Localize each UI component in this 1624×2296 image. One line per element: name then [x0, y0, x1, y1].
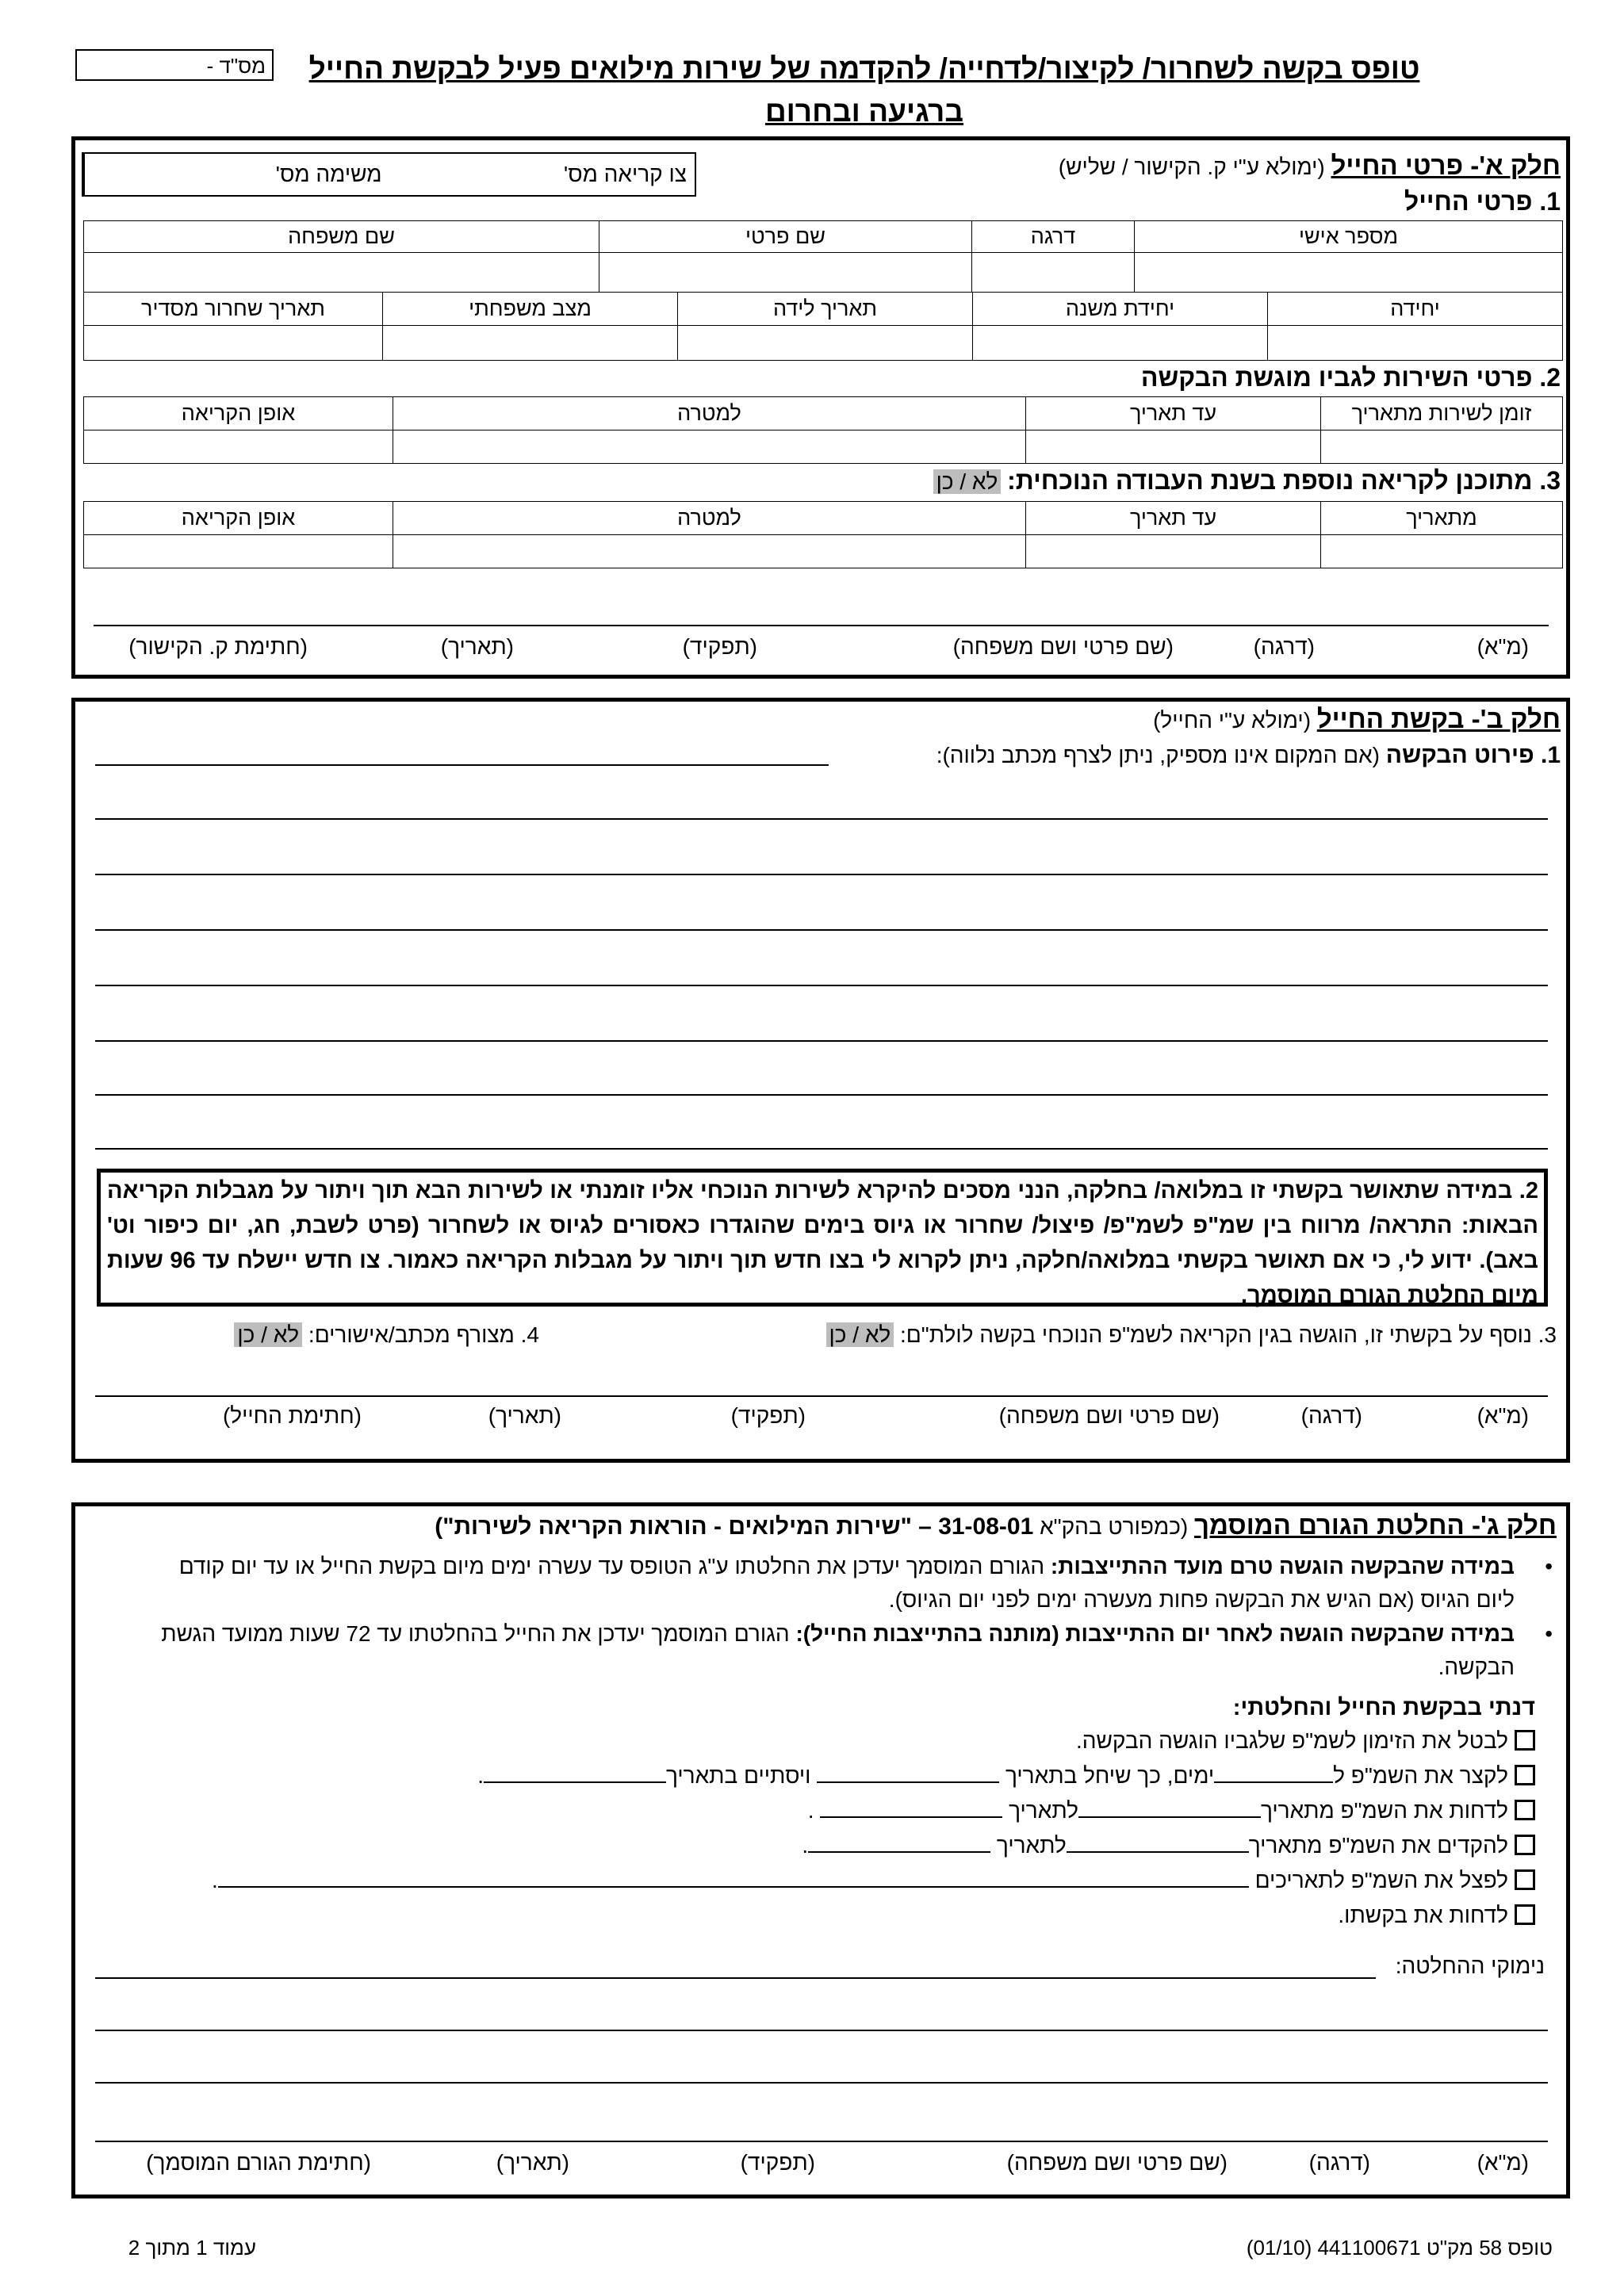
- birth-date-input[interactable]: [678, 326, 973, 361]
- doc-code: מס"ד -: [206, 54, 266, 78]
- request-line-7[interactable]: [95, 1148, 1548, 1150]
- request-line-3[interactable]: [95, 929, 1548, 931]
- part-a-signature-line[interactable]: [94, 625, 1549, 626]
- sig-b-role: (תפקיד): [730, 1403, 806, 1428]
- th-last-name: שם משפחה: [84, 221, 599, 253]
- sig-a-role: (תפקיד): [682, 634, 757, 659]
- b-s4-option[interactable]: לא / כן: [234, 1322, 302, 1347]
- mission-field[interactable]: [83, 154, 390, 195]
- advance-from-blank[interactable]: [1067, 1851, 1249, 1853]
- advance-to-label: לתאריך: [996, 1833, 1067, 1858]
- additional-call-table: [83, 501, 1563, 568]
- until-input[interactable]: [1026, 430, 1321, 464]
- option-postpone[interactable]: לדחות את השמ"פ מתאריךלתאריך .: [808, 1798, 1535, 1823]
- th-until-2: עד תאריך: [1026, 502, 1321, 535]
- sig-c-name: (שם פרטי ושם משפחה): [1006, 2150, 1228, 2175]
- th-birth-date: תאריך לידה: [678, 293, 973, 326]
- part-b-heading: [1153, 704, 1561, 734]
- request-line-0[interactable]: [95, 764, 829, 766]
- call-order-label: צו קריאה מס': [563, 162, 687, 186]
- bullet2-bold: במידה שהבקשה הוגשה לאחר יום ההתייצבות (מותנה בהתייצבות החייל):: [795, 1621, 1515, 1646]
- option-shorten[interactable]: לקצר את השמ"פ לימים, כך שיחל בתאריך ויסתיים בתאריך.: [477, 1763, 1535, 1789]
- purpose-input-2[interactable]: [393, 535, 1026, 568]
- request-line-6[interactable]: [95, 1094, 1548, 1096]
- advance-to-blank[interactable]: [808, 1851, 990, 1853]
- part-c-subtitle-a: (כמפורט בהק"א: [1040, 1514, 1189, 1539]
- part-c-signature-line[interactable]: [95, 2141, 1548, 2142]
- sig-c-authority: (חתימת הגורם המוסמך): [146, 2150, 371, 2175]
- option-cancel[interactable]: [1076, 1728, 1535, 1754]
- part-c-heading: [435, 1510, 1557, 1540]
- part-a-subtitle: (ימולא ע"י ק. הקישור / שליש): [1058, 155, 1325, 179]
- th-first-name: שם פרטי: [599, 221, 972, 253]
- personal-number-input[interactable]: [1135, 253, 1563, 293]
- s3-option[interactable]: לא / כן: [933, 469, 1002, 494]
- shorten-mid2: ויסתיים בתאריך: [665, 1763, 811, 1788]
- sig-b-rank: (דרגה): [1300, 1403, 1362, 1428]
- s3-heading: [933, 466, 1561, 496]
- part-b-subtitle: (ימולא ע"י החייל): [1153, 708, 1312, 733]
- sig-b-date: (תאריך): [488, 1403, 561, 1428]
- option-cancel-label: לבטל את הזימון לשמ"פ שלגביו הוגשה הבקשה.: [1075, 1728, 1508, 1753]
- part-a-heading: [1059, 151, 1561, 181]
- shorten-mid1: ימים, כך שיחל בתאריך: [1005, 1763, 1215, 1788]
- request-line-5[interactable]: [95, 1040, 1548, 1042]
- decision-title: דנתי בבקשת החייל והחלטתי:: [1232, 1695, 1535, 1720]
- soldier-details-table: [83, 220, 1563, 293]
- request-line-2[interactable]: [95, 874, 1548, 875]
- th-call-method-2: אופן הקריאה: [84, 502, 393, 535]
- bullet1-text: הגורם המוסמך יעדכן את החלטתו ע"ג הטופס עד עשרה ימים מיום בקשת החייל או עד יום קודם ליום הגיוס (אם הגיש את הבקשה פחות מעשרה ימים לפני יום הגיוס).: [178, 1554, 1515, 1612]
- option-shorten-label: לקצר את השמ"פ ל: [1333, 1763, 1508, 1788]
- part-a-title: חלק א'- פרטי החייל: [1331, 151, 1561, 180]
- b-s3-label: 3. נוסף על בקשתי זו, הוגשה בגין הקריאה לשמ"פ הנוכחי בקשה לולת"ם:: [900, 1322, 1557, 1347]
- part-b-signature-line[interactable]: [95, 1395, 1548, 1397]
- option-split-label: לפצל את השמ"פ לתאריכים: [1254, 1868, 1508, 1892]
- sig-a-rank: (דרגה): [1253, 634, 1315, 659]
- b-s3: [826, 1322, 1557, 1348]
- marital-status-input[interactable]: [383, 326, 678, 361]
- mission-label: משימה מס': [275, 162, 382, 186]
- option-postpone-label: לדחות את השמ"פ מתאריך: [1260, 1798, 1508, 1823]
- call-method-input-2[interactable]: [84, 535, 393, 568]
- discharge-date-input[interactable]: [84, 326, 383, 361]
- rank-input[interactable]: [972, 253, 1135, 293]
- bullet-2: [149, 1617, 1553, 1684]
- service-details-table: [83, 396, 1563, 464]
- shorten-days-blank[interactable]: [1214, 1781, 1333, 1783]
- b-s4-label: 4. מצורף מכתב/אישורים:: [308, 1322, 539, 1347]
- th-purpose: למטרה: [393, 397, 1026, 430]
- call-order-box: [82, 152, 696, 197]
- checkbox-icon[interactable]: [1515, 1904, 1535, 1925]
- purpose-input[interactable]: [393, 430, 1026, 464]
- th-until: עד תאריך: [1026, 397, 1321, 430]
- shorten-end-blank[interactable]: [484, 1781, 666, 1783]
- th-from: מתאריך: [1321, 502, 1563, 535]
- th-personal-number: מספר אישי: [1135, 221, 1563, 253]
- sig-a-date: (תאריך): [440, 634, 514, 659]
- unit-input[interactable]: [1268, 326, 1563, 361]
- first-name-input[interactable]: [599, 253, 972, 293]
- option-advance[interactable]: להקדים את השמ"פ מתאריךלתאריך .: [802, 1833, 1535, 1858]
- th-discharge-date: תאריך שחרור מסדיר: [84, 293, 383, 326]
- part-b-box: [71, 698, 1570, 1463]
- sig-c-date: (תאריך): [496, 2150, 569, 2175]
- th-purpose-2: למטרה: [393, 502, 1026, 535]
- call-method-input[interactable]: [84, 430, 393, 464]
- option-split[interactable]: לפצל את השמ"פ לתאריכים .: [212, 1868, 1535, 1893]
- bullet-dot-icon: •: [1545, 1554, 1553, 1578]
- th-call-method: אופן הקריאה: [84, 397, 393, 430]
- s2-title: 2. פרטי השירות לגביו מוגשת הבקשה: [1140, 363, 1561, 392]
- unit-details-table: [83, 292, 1563, 361]
- footer-page: עמוד 1 מתוך 2: [128, 2236, 256, 2260]
- s1-title: 1. פרטי החייל: [1404, 187, 1561, 216]
- shorten-start-blank[interactable]: [817, 1781, 999, 1783]
- last-name-input[interactable]: [84, 253, 599, 293]
- footer-form-id: טופס 58 מק"ט 441100671 (01/10): [1246, 2236, 1553, 2260]
- sig-c-id: (מ"א): [1477, 2150, 1529, 2175]
- option-advance-label: להקדים את השמ"פ מתאריך: [1248, 1833, 1508, 1858]
- b-s4: [234, 1322, 539, 1348]
- sig-b-soldier: (חתימת החייל): [222, 1403, 362, 1428]
- part-c-title: חלק ג'- החלטת הגורם המוסמך: [1194, 1510, 1557, 1540]
- th-marital-status: מצב משפחתי: [383, 293, 678, 326]
- bullet-1: [149, 1550, 1553, 1617]
- from-input[interactable]: [1321, 535, 1563, 568]
- option-reject-label: לדחות את בקשתו.: [1338, 1903, 1508, 1927]
- postpone-from-blank[interactable]: [1078, 1816, 1261, 1818]
- th-sub-unit: יחידת משנה: [973, 293, 1268, 326]
- checkbox-icon[interactable]: [1515, 1869, 1535, 1890]
- reasons-label: נימוקי ההחלטה:: [1395, 1954, 1545, 1978]
- reasons-line-0[interactable]: [95, 1977, 1376, 1979]
- checkbox-icon[interactable]: [1515, 1730, 1535, 1751]
- checkbox-icon[interactable]: [1515, 1800, 1535, 1820]
- postpone-to-label: לתאריך: [1009, 1798, 1078, 1823]
- request-line-1[interactable]: [95, 818, 1548, 820]
- consent-text: 2. במידה שתאושר בקשתי זו במלואה/ בחלקה, הנני מסכים להיקרא לשירות הנוכחי אליו זומנתי או לשירות הבא תוך ויתור על מגבלות הקריאה הבאות: התראה/ מרווח בין שמ"פ לשמ"פ/ פיצול/ שחרור או גיוס בימים שהוגדרו כאסורים לגיוס או לשחרור (פרט לשבת, חג, יום כיפור וט' באב). ידוע לי, כי אם תאושר בקשתי במלואה/חלקה, ניתן לקרוא לי בצו חדש תוך ויתור על מגבלות הקריאה כאמור. צו חדש יישלח עד 96 שעות מיום החלטת הגורם המוסמך.: [107, 1178, 1538, 1308]
- sig-a-liaison: (חתימת ק. הקישור): [128, 634, 308, 659]
- b-s1-title: 1. פירוט הבקשה: [1385, 742, 1561, 768]
- postpone-to-blank[interactable]: [820, 1816, 1002, 1818]
- part-c-subtitle-b: 31-08-01 – "שירות המילואים - הוראות הקריאה לשירות"): [435, 1513, 1034, 1540]
- part-b-title: חלק ב'- בקשת החייל: [1316, 704, 1561, 733]
- request-line-4[interactable]: [95, 985, 1548, 986]
- until-input-2[interactable]: [1026, 535, 1321, 568]
- th-unit: יחידה: [1268, 293, 1563, 326]
- checkbox-icon[interactable]: [1515, 1765, 1535, 1785]
- b-s3-option[interactable]: לא / כן: [826, 1322, 894, 1347]
- th-rank: דרגה: [972, 221, 1135, 253]
- sig-b-id: (מ"א): [1477, 1403, 1529, 1428]
- sig-a-name: (שם פרטי ושם משפחה): [952, 634, 1174, 659]
- reasons-line-1[interactable]: [95, 2030, 1548, 2031]
- sig-a-id: (מ"א): [1477, 634, 1529, 659]
- sub-unit-input[interactable]: [973, 326, 1268, 361]
- option-reject[interactable]: [1338, 1903, 1535, 1928]
- b-s1-heading: [936, 742, 1561, 769]
- bullet2-text: הגורם המוסמך יעדכן את החייל בהחלטתו עד 72 שעות ממועד הגשת הבקשה.: [161, 1621, 1515, 1679]
- sig-b-name: (שם פרטי ושם משפחה): [998, 1403, 1220, 1428]
- title-line2: ברגיעה ובחרום: [764, 95, 964, 128]
- sig-c-rank: (דרגה): [1308, 2150, 1370, 2175]
- sig-c-role: (תפקיד): [740, 2150, 815, 2175]
- called-from-input[interactable]: [1321, 430, 1563, 464]
- split-dates-blank[interactable]: [218, 1886, 1249, 1888]
- call-order-field[interactable]: [390, 154, 695, 195]
- s3-title: 3. מתוכנן לקריאה נוספת בשנת העבודה הנוכחית:: [1007, 466, 1561, 495]
- b-s1-note: (אם המקום אינו מספיק, ניתן לצרף מכתב נלווה):: [936, 743, 1381, 767]
- title-line1: טופס בקשה לשחרור/ לקיצור/לדחייה/ להקדמה של שירות מילואים פעיל לבקשת החייל: [308, 52, 1420, 85]
- reasons-line-2[interactable]: [95, 2082, 1548, 2084]
- checkbox-icon[interactable]: [1515, 1835, 1535, 1855]
- bullet-dot-icon: •: [1545, 1621, 1553, 1646]
- bullet1-bold: במידה שהבקשה הוגשה טרם מועד ההתייצבות:: [1050, 1554, 1515, 1578]
- th-called-from: זומן לשירות מתאריך: [1321, 397, 1563, 430]
